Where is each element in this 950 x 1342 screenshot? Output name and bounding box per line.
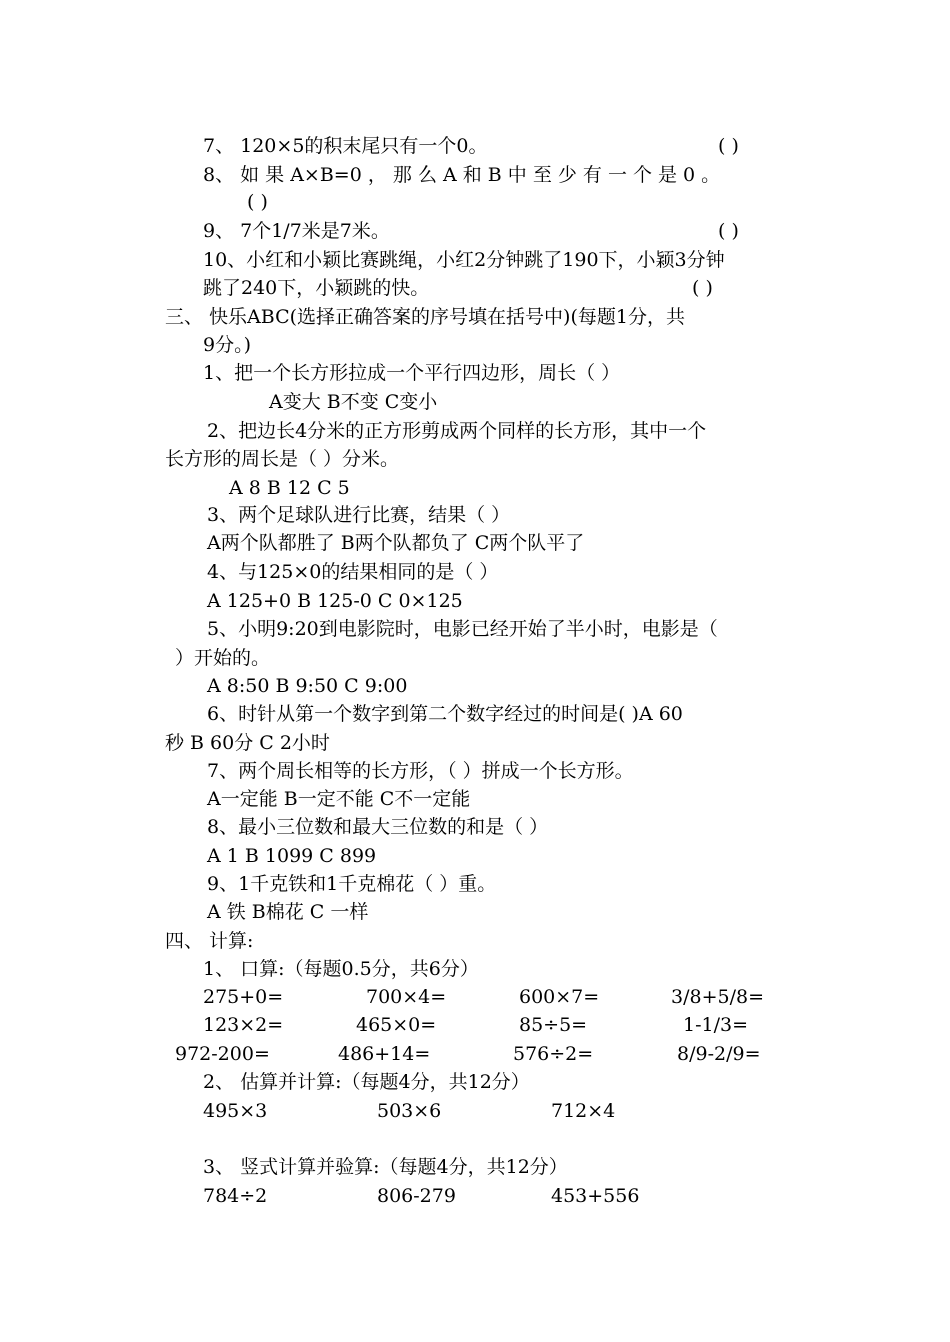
vertical-calc-title: 3、 竖式计算并验算:（每题4分，共12分） [203, 1156, 568, 1178]
oral-calc-item: 486+14= [338, 1043, 431, 1065]
choice-q6-cont: 秒 B 60分 C 2小时 [165, 732, 330, 754]
oral-calc-item: 1-1/3= [683, 1014, 749, 1036]
judge-q7: 7、 120×5的积末尾只有一个0。 [203, 135, 488, 157]
choice-q2-cont: 长方形的周长是（ ）分米。 [165, 448, 400, 470]
choice-q4: 4、与125×0的结果相同的是（ ） [207, 561, 499, 583]
oral-calc-item: 465×0= [356, 1014, 437, 1036]
oral-calc-item: 972-200= [175, 1043, 270, 1065]
oral-calc-title: 1、 口算:（每题0.5分，共6分） [203, 958, 479, 980]
oral-calc-item: 275+0= [203, 986, 284, 1008]
estimate-item: 495×3 [203, 1100, 268, 1122]
choice-q7: 7、两个周长相等的长方形，（ ）拼成一个长方形。 [207, 760, 634, 782]
section-4-title: 四、 计算: [165, 930, 254, 952]
answer-paren: ( ) [718, 135, 739, 157]
choice-q9-options: A 铁 B棉花 C 一样 [207, 901, 369, 923]
vertical-calc-item: 453+556 [551, 1185, 640, 1207]
oral-calc-item: 3/8+5/8= [671, 986, 764, 1008]
section-3-title: 三、 快乐ABC(选择正确答案的序号填在括号中)(每题1分，共 [165, 306, 685, 328]
oral-calc-item: 8/9-2/9= [677, 1043, 761, 1065]
judge-q10: 10、小红和小颖比赛跳绳，小红2分钟跳了190下，小颖3分钟 [203, 249, 725, 271]
choice-q5-options: A 8:50 B 9:50 C 9:00 [207, 675, 408, 697]
choice-q3-options: A两个队都胜了 B两个队都负了 C两个队平了 [207, 532, 585, 554]
answer-paren: ( ) [692, 277, 713, 299]
choice-q7-options: A一定能 B一定不能 C不一定能 [207, 788, 471, 810]
judge-q8: 8、 如 果 A×B=0 ， 那 么 A 和 B 中 至 少 有 一 个 是 0 。 [203, 164, 721, 186]
choice-q8: 8、最小三位数和最大三位数的和是（ ） [207, 816, 549, 838]
judge-q10-cont: 跳了240下，小颖跳的快。 [203, 277, 430, 299]
answer-paren: ( ) [247, 191, 268, 213]
choice-q5: 5、小明9:20到电影院时，电影已经开始了半小时，电影是（ [207, 618, 718, 640]
estimate-item: 503×6 [377, 1100, 442, 1122]
estimate-item: 712×4 [551, 1100, 616, 1122]
choice-q6: 6、时针从第一个数字到第二个数字经过的时间是( )A 60 [207, 703, 683, 725]
judge-q9: 9、 7个1/7米是7米。 [203, 220, 390, 242]
choice-q2-options: A 8 B 12 C 5 [229, 477, 350, 499]
oral-calc-item: 123×2= [203, 1014, 284, 1036]
oral-calc-item: 700×4= [366, 986, 447, 1008]
oral-calc-item: 85÷5= [519, 1014, 588, 1036]
choice-q3: 3、两个足球队进行比赛，结果（ ） [207, 504, 511, 526]
choice-q2: 2、把边长4分米的正方形剪成两个同样的长方形，其中一个 [207, 420, 707, 442]
vertical-calc-item: 806-279 [377, 1185, 456, 1207]
choice-q1-options: A变大 B不变 C变小 [269, 391, 438, 413]
answer-paren: ( ) [718, 220, 739, 242]
choice-q9: 9、1千克铁和1千克棉花（ ）重。 [207, 873, 497, 895]
oral-calc-item: 576÷2= [513, 1043, 594, 1065]
estimate-title: 2、 估算并计算:（每题4分，共12分） [203, 1071, 530, 1093]
choice-q1: 1、把一个长方形拉成一个平行四边形，周长（ ） [203, 362, 621, 384]
oral-calc-item: 600×7= [519, 986, 600, 1008]
section-3-title-cont: 9分。) [203, 334, 252, 356]
vertical-calc-item: 784÷2 [203, 1185, 268, 1207]
choice-q5-cont: ）开始的。 [175, 647, 271, 669]
choice-q4-options: A 125+0 B 125-0 C 0×125 [207, 590, 463, 612]
choice-q8-options: A 1 B 1099 C 899 [207, 845, 377, 867]
